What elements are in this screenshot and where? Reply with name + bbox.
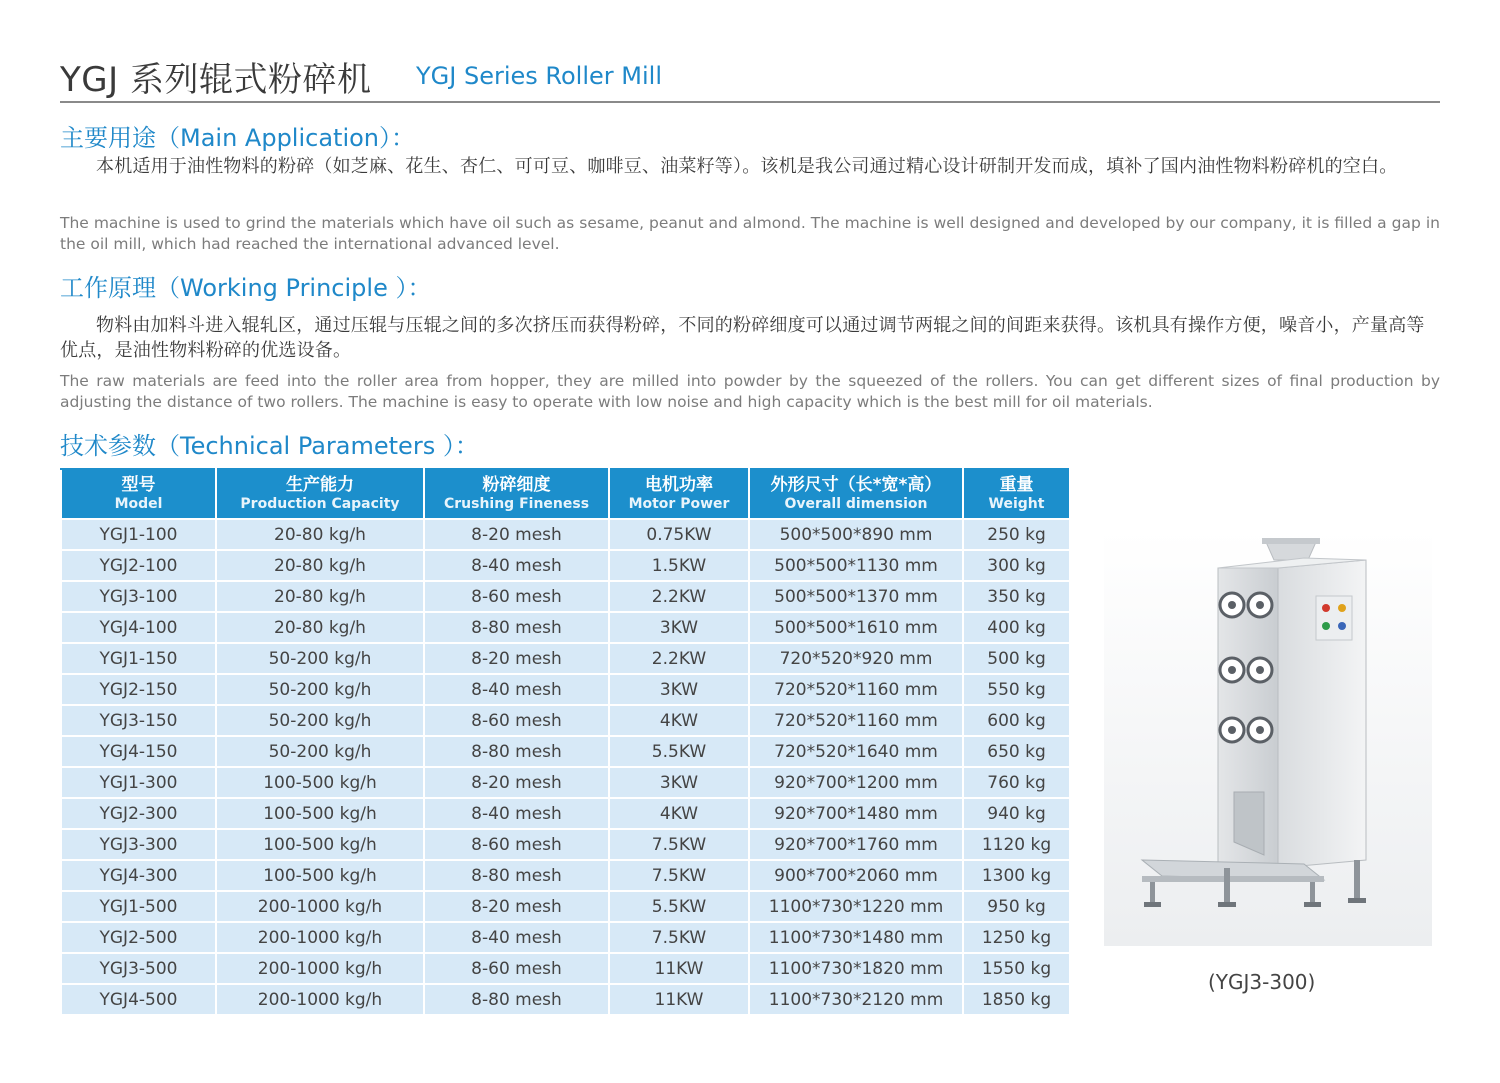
cell-weight: 500 kg xyxy=(963,643,1070,674)
cell-dimension: 1100*730*1220 mm xyxy=(749,891,963,922)
cell-weight: 1250 kg xyxy=(963,922,1070,953)
cell-dimension: 920*700*1200 mm xyxy=(749,767,963,798)
cell-fineness: 8-60 mesh xyxy=(424,953,609,984)
table-row xyxy=(61,705,1070,736)
cell-model: YGJ4-300 xyxy=(61,860,216,891)
cell-fineness: 8-40 mesh xyxy=(424,550,609,581)
cell-model: YGJ1-100 xyxy=(61,519,216,550)
table-row xyxy=(61,736,1070,767)
cell-dimension: 720*520*1640 mm xyxy=(749,736,963,767)
cell-fineness: 8-80 mesh xyxy=(424,612,609,643)
cell-motor-power: 1.5KW xyxy=(609,550,749,581)
image-caption: (YGJ3-300) xyxy=(1208,970,1316,994)
cell-capacity: 50-200 kg/h xyxy=(216,674,424,705)
cell-weight: 1550 kg xyxy=(963,953,1070,984)
cell-weight: 250 kg xyxy=(963,519,1070,550)
header-weight: 重量 Weight xyxy=(963,469,1070,519)
cell-motor-power: 0.75KW xyxy=(609,519,749,550)
section-heading-principle: 工作原理（Working Principle ）： xyxy=(60,274,432,302)
cell-capacity: 200-1000 kg/h xyxy=(216,891,424,922)
cell-motor-power: 7.5KW xyxy=(609,922,749,953)
cell-weight: 1850 kg xyxy=(963,984,1070,1015)
roller-mill-image xyxy=(1104,530,1432,946)
cell-model: YGJ1-300 xyxy=(61,767,216,798)
header-dimension: 外形尺寸（长*宽*高） Overall dimension xyxy=(749,469,963,519)
cell-capacity: 200-1000 kg/h xyxy=(216,953,424,984)
cell-dimension: 720*520*1160 mm xyxy=(749,674,963,705)
cell-motor-power: 3KW xyxy=(609,674,749,705)
header-fineness: 粉碎细度 Crushing Fineness xyxy=(424,469,609,519)
cell-weight: 1300 kg xyxy=(963,860,1070,891)
cell-weight: 350 kg xyxy=(963,581,1070,612)
cell-capacity: 50-200 kg/h xyxy=(216,643,424,674)
cell-motor-power: 4KW xyxy=(609,798,749,829)
cell-dimension: 920*700*1760 mm xyxy=(749,829,963,860)
page-header xyxy=(60,52,1440,102)
cell-motor-power: 5.5KW xyxy=(609,891,749,922)
cell-model: YGJ2-100 xyxy=(61,550,216,581)
section-heading-parameters: 技术参数（Technical Parameters ）： xyxy=(60,432,479,460)
cell-fineness: 8-20 mesh xyxy=(424,767,609,798)
page-title-cn: YGJ 系列辊式粉碎机 xyxy=(60,60,372,100)
cell-weight: 650 kg xyxy=(963,736,1070,767)
cell-model: YGJ2-300 xyxy=(61,798,216,829)
cell-capacity: 50-200 kg/h xyxy=(216,705,424,736)
cell-motor-power: 5.5KW xyxy=(609,736,749,767)
cell-capacity: 100-500 kg/h xyxy=(216,767,424,798)
cell-fineness: 8-80 mesh xyxy=(424,736,609,767)
cell-dimension: 920*700*1480 mm xyxy=(749,798,963,829)
cell-weight: 300 kg xyxy=(963,550,1070,581)
cell-dimension: 1100*730*1480 mm xyxy=(749,922,963,953)
cell-fineness: 8-60 mesh xyxy=(424,705,609,736)
table-row xyxy=(61,581,1070,612)
cell-motor-power: 7.5KW xyxy=(609,829,749,860)
cell-model: YGJ1-150 xyxy=(61,643,216,674)
cell-weight: 940 kg xyxy=(963,798,1070,829)
cell-dimension: 900*700*2060 mm xyxy=(749,860,963,891)
cell-model: YGJ4-500 xyxy=(61,984,216,1015)
cell-motor-power: 11KW xyxy=(609,953,749,984)
table-row xyxy=(61,674,1070,705)
table-row xyxy=(61,612,1070,643)
cell-motor-power: 2.2KW xyxy=(609,581,749,612)
cell-weight: 400 kg xyxy=(963,612,1070,643)
cell-dimension: 500*500*1610 mm xyxy=(749,612,963,643)
cell-capacity: 100-500 kg/h xyxy=(216,829,424,860)
table-header-row xyxy=(61,469,1070,519)
cell-model: YGJ4-100 xyxy=(61,612,216,643)
cell-fineness: 8-40 mesh xyxy=(424,798,609,829)
cell-model: YGJ1-500 xyxy=(61,891,216,922)
cell-dimension: 1100*730*1820 mm xyxy=(749,953,963,984)
cell-model: YGJ3-300 xyxy=(61,829,216,860)
table-row xyxy=(61,860,1070,891)
cell-weight: 1120 kg xyxy=(963,829,1070,860)
table-row xyxy=(61,829,1070,860)
cell-fineness: 8-40 mesh xyxy=(424,922,609,953)
cell-motor-power: 4KW xyxy=(609,705,749,736)
cell-dimension: 720*520*920 mm xyxy=(749,643,963,674)
page-title-en: YGJ Series Roller Mill xyxy=(416,62,662,90)
cell-capacity: 200-1000 kg/h xyxy=(216,922,424,953)
cell-model: YGJ3-500 xyxy=(61,953,216,984)
principle-text-cn: 物料由加料斗进入辊轧区，通过压辊与压辊之间的多次挤压而获得粉碎，不同的粉碎细度可以通过调节两辊之间的间距来获得。该机具有操作方便，噪音小，产量高等优点，是油性物料粉碎的优选设备。 xyxy=(60,315,1425,361)
cell-weight: 760 kg xyxy=(963,767,1070,798)
cell-model: YGJ2-500 xyxy=(61,922,216,953)
cell-fineness: 8-80 mesh xyxy=(424,984,609,1015)
principle-text-en: The raw materials are feed into the roller area from hopper, they are milled into powder by the squeezed of the rollers. You can get different sizes of final production by adjusting the distance of two rollers. The machine is easy to operate with low noise and high capacity which is the best mill for oil materials. xyxy=(60,372,1440,411)
table-row xyxy=(61,953,1070,984)
cell-fineness: 8-60 mesh xyxy=(424,829,609,860)
application-text-cn: 本机适用于油性物料的粉碎（如芝麻、花生、杏仁、可可豆、咖啡豆、油菜籽等）。该机是我公司通过精心设计研制开发而成，填补了国内油性物料粉碎机的空白。 xyxy=(96,156,1398,177)
table-row xyxy=(61,550,1070,581)
cell-fineness: 8-20 mesh xyxy=(424,891,609,922)
application-text-en: The machine is used to grind the materials which have oil such as sesame, peanut and almond. The machine is well designed and developed by our company, it is filled a gap in the oil mill, which had reached the international advanced level. xyxy=(60,214,1440,253)
cell-capacity: 20-80 kg/h xyxy=(216,550,424,581)
header-motor-power: 电机功率 Motor Power xyxy=(609,469,749,519)
cell-dimension: 500*500*890 mm xyxy=(749,519,963,550)
cell-model: YGJ3-150 xyxy=(61,705,216,736)
cell-capacity: 20-80 kg/h xyxy=(216,612,424,643)
title-divider xyxy=(60,101,1440,103)
cell-fineness: 8-20 mesh xyxy=(424,643,609,674)
cell-dimension: 500*500*1370 mm xyxy=(749,581,963,612)
cell-capacity: 20-80 kg/h xyxy=(216,581,424,612)
cell-motor-power: 11KW xyxy=(609,984,749,1015)
table-row xyxy=(61,891,1070,922)
table-row xyxy=(61,922,1070,953)
cell-capacity: 20-80 kg/h xyxy=(216,519,424,550)
table-row xyxy=(61,767,1070,798)
technical-parameters-table xyxy=(60,468,1071,1016)
cell-model: YGJ4-150 xyxy=(61,736,216,767)
cell-motor-power: 3KW xyxy=(609,612,749,643)
cell-motor-power: 7.5KW xyxy=(609,860,749,891)
table-row xyxy=(61,984,1070,1015)
cell-weight: 550 kg xyxy=(963,674,1070,705)
cell-motor-power: 2.2KW xyxy=(609,643,749,674)
table-row xyxy=(61,643,1070,674)
cell-model: YGJ2-150 xyxy=(61,674,216,705)
cell-capacity: 50-200 kg/h xyxy=(216,736,424,767)
header-model: 型号 Model xyxy=(61,469,216,519)
cell-dimension: 720*520*1160 mm xyxy=(749,705,963,736)
header-capacity: 生产能力 Production Capacity xyxy=(216,469,424,519)
cell-fineness: 8-80 mesh xyxy=(424,860,609,891)
cell-fineness: 8-40 mesh xyxy=(424,674,609,705)
table-row xyxy=(61,798,1070,829)
cell-dimension: 500*500*1130 mm xyxy=(749,550,963,581)
cell-weight: 600 kg xyxy=(963,705,1070,736)
cell-weight: 950 kg xyxy=(963,891,1070,922)
section-heading-application: 主要用途（Main Application）： xyxy=(60,124,416,152)
cell-fineness: 8-60 mesh xyxy=(424,581,609,612)
cell-capacity: 100-500 kg/h xyxy=(216,798,424,829)
cell-capacity: 100-500 kg/h xyxy=(216,860,424,891)
cell-model: YGJ3-100 xyxy=(61,581,216,612)
cell-capacity: 200-1000 kg/h xyxy=(216,984,424,1015)
table-row xyxy=(61,519,1070,550)
cell-motor-power: 3KW xyxy=(609,767,749,798)
cell-dimension: 1100*730*2120 mm xyxy=(749,984,963,1015)
cell-fineness: 8-20 mesh xyxy=(424,519,609,550)
